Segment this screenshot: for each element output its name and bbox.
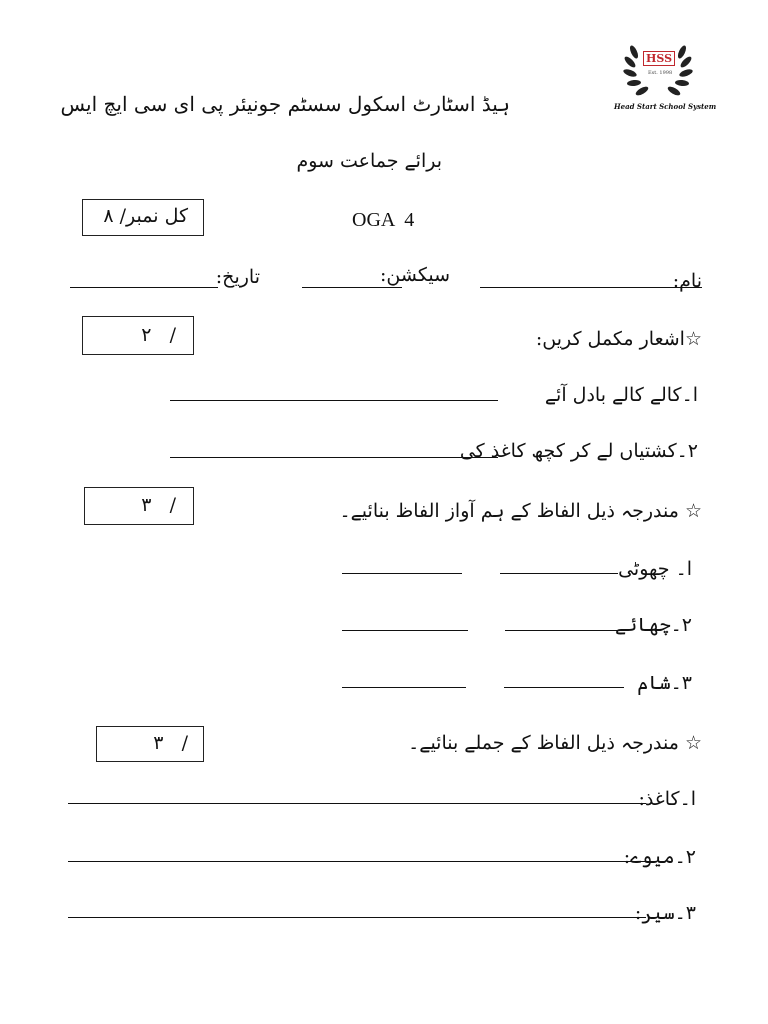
q1-marks: / ۲ (141, 324, 176, 346)
q3-item-2: ۲۔میوے: (623, 846, 696, 868)
q3-item-1: ا۔کاغذ: (638, 788, 696, 810)
q1-answer-line-2[interactable] (170, 457, 498, 458)
q2-item-1: ا۔ چھوٹی (618, 558, 692, 580)
name-label: نام: (672, 270, 702, 292)
q1-title: ☆اشعار مکمل کریں: (535, 328, 702, 350)
logo-est: Est. 1998 (648, 70, 673, 76)
q3-item-3: ۳۔سیر: (634, 902, 696, 924)
q2-item-3: ۳۔شام (637, 672, 692, 694)
name-field[interactable] (480, 287, 702, 288)
q3-title: ☆ مندرجہ ذیل الفاظ کے جملے بنائیے۔ (408, 732, 702, 754)
q2-answer-1b[interactable] (342, 573, 462, 574)
q2-item-2: ۲۔چھائے (614, 614, 692, 636)
date-field[interactable] (70, 287, 218, 288)
logo-initials: HSS (643, 51, 675, 66)
logo-tagline: Head Start School System (614, 102, 717, 111)
q2-answer-2a[interactable] (505, 630, 621, 631)
q3-answer-line-3[interactable] (68, 917, 646, 918)
section-label: سیکشن: (380, 264, 450, 286)
total-marks-label: کل نمبر/ ۸ (103, 205, 188, 227)
class-line: برائے جماعت سوم (296, 150, 442, 172)
q2-marks: / ۳ (141, 494, 176, 516)
q3-answer-line-2[interactable] (68, 861, 646, 862)
q3-answer-line-1[interactable] (68, 803, 646, 804)
q2-answer-2b[interactable] (342, 630, 468, 631)
school-name: ہیڈ اسٹارٹ اسکول سسٹم جونیئر پی ای سی ایچ ایس (60, 92, 510, 116)
test-code: OGA 4 (352, 209, 415, 231)
school-logo (612, 38, 717, 118)
q2-marks-box (84, 487, 194, 525)
q2-answer-1a[interactable] (500, 573, 618, 574)
q3-marks: / ۳ (153, 732, 188, 754)
section-field[interactable] (302, 287, 402, 288)
q1-answer-line-1[interactable] (170, 400, 498, 401)
q2-title: ☆ مندرجہ ذیل الفاظ کے ہم آواز الفاظ بنائیے۔ (339, 500, 702, 522)
q1-item-1: ا۔کالے کالے بادل آئے (544, 384, 698, 406)
date-label: تاریخ: (215, 266, 260, 288)
q1-marks-box (82, 316, 194, 355)
q2-answer-3b[interactable] (342, 687, 466, 688)
q2-answer-3a[interactable] (504, 687, 624, 688)
q1-item-2: ۲۔کشتیاں لے کر کچھ کاغذ کی (459, 440, 698, 462)
